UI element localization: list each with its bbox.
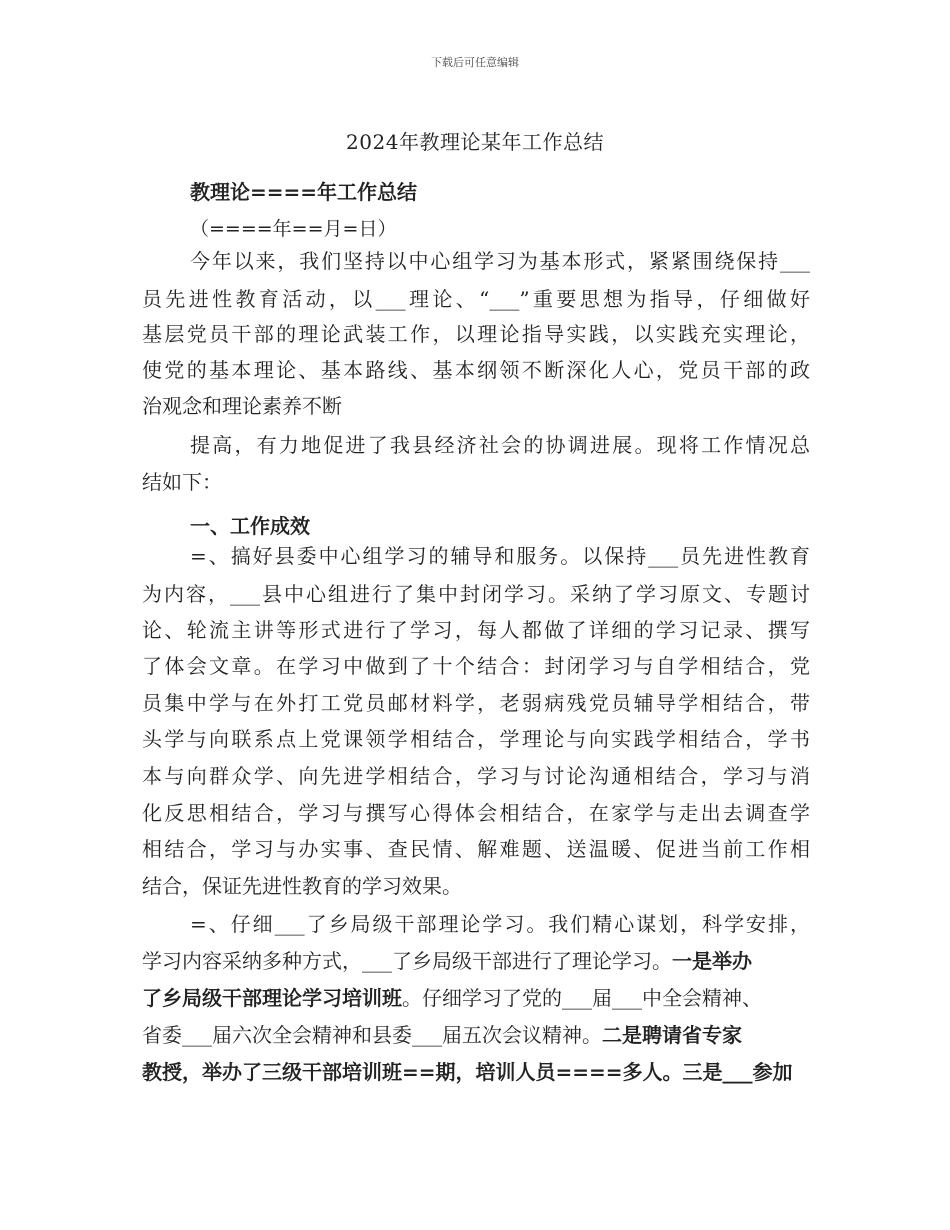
paragraph-line <box>142 988 810 1008</box>
paragraph-line: 化反思相结合，学习与撰写心得体会相结合，在家学与走出去调查学 <box>142 801 810 825</box>
line-text: 。仔细学习了党的___届___中全会精神、 <box>402 986 762 1010</box>
paragraph-line <box>142 1025 810 1045</box>
paragraph-line <box>142 951 810 971</box>
paragraph-line: 了体会文章。在学习中做到了十个结合：封闭学习与自学相结合，党 <box>142 654 810 678</box>
line-text: 省委___届六次全会精神和县委___届五次会议精神。 <box>142 1023 602 1047</box>
bold-text: 一是举办 <box>672 949 752 973</box>
document-title: 2024年教理论某年工作总结 <box>346 130 604 154</box>
paragraph-line: 教授，举办了三级干部培训班==期，培训人员====多人。三是___参加 <box>142 1060 793 1084</box>
paragraph-line: =、仔细___了乡局级干部理论学习。我们精心谋划，科学安排， <box>190 912 810 936</box>
paragraph-line: 结合，保证先进性教育的学习效果。 <box>142 874 462 898</box>
paragraph-line: 员集中学与在外打工党员邮材料学，老弱病残党员辅导学相结合，带 <box>142 691 810 715</box>
paragraph-line: 提高，有力地促进了我县经济社会的协调进展。现将工作情况总 <box>190 433 810 457</box>
section-heading: 一、工作成效 <box>190 514 310 538</box>
bold-text: 二是聘请省专家 <box>602 1023 742 1047</box>
paragraph-line: 相结合，学习与办实事、查民情、解难题、送温暖、促进当前工作相 <box>142 837 810 861</box>
line-text: 学习内容采纳多种方式，___了乡局级干部进行了理论学习。 <box>142 949 672 973</box>
paragraph-line: 结如下： <box>142 470 222 494</box>
paragraph-line: 使党的基本理论、基本路线、基本纲领不断深化人心，党员干部的政 <box>142 358 810 382</box>
document-subtitle: 教理论====年工作总结 <box>190 180 418 204</box>
paragraph-line: 头学与向联系点上党课领学相结合，学理论与向实践学相结合，学书 <box>142 727 810 751</box>
paragraph-line: 本与向群众学、向先进学相结合，学习与讨论沟通相结合，学习与消 <box>142 764 810 788</box>
paragraph-line: 治观念和理论素养不断 <box>142 394 342 418</box>
page-header-note: 下载后可任意编辑 <box>431 56 519 69</box>
paragraph-line: 员先进性教育活动，以___理论、“___”重要思想为指导，仔细做好 <box>142 287 810 311</box>
bold-text: 了乡局级干部理论学习培训班 <box>142 986 402 1010</box>
paragraph-line: =、搞好县委中心组学习的辅导和服务。以保持___员先进性教育 <box>190 544 810 568</box>
paragraph-line: 基层党员干部的理论武装工作，以理论指导实践，以实践充实理论， <box>142 322 810 346</box>
paragraph-line: 为内容，___县中心组进行了集中封闭学习。采纳了学习原文、专题讨 <box>142 582 810 606</box>
paragraph-line: 今年以来，我们坚持以中心组学习为基本形式，紧紧围绕保持___ <box>190 249 810 273</box>
paragraph-line: 论、轮流主讲等形式进行了学习，每人都做了详细的学习记录、撰写 <box>142 618 810 642</box>
document-date: （====年==月=日） <box>190 218 397 240</box>
